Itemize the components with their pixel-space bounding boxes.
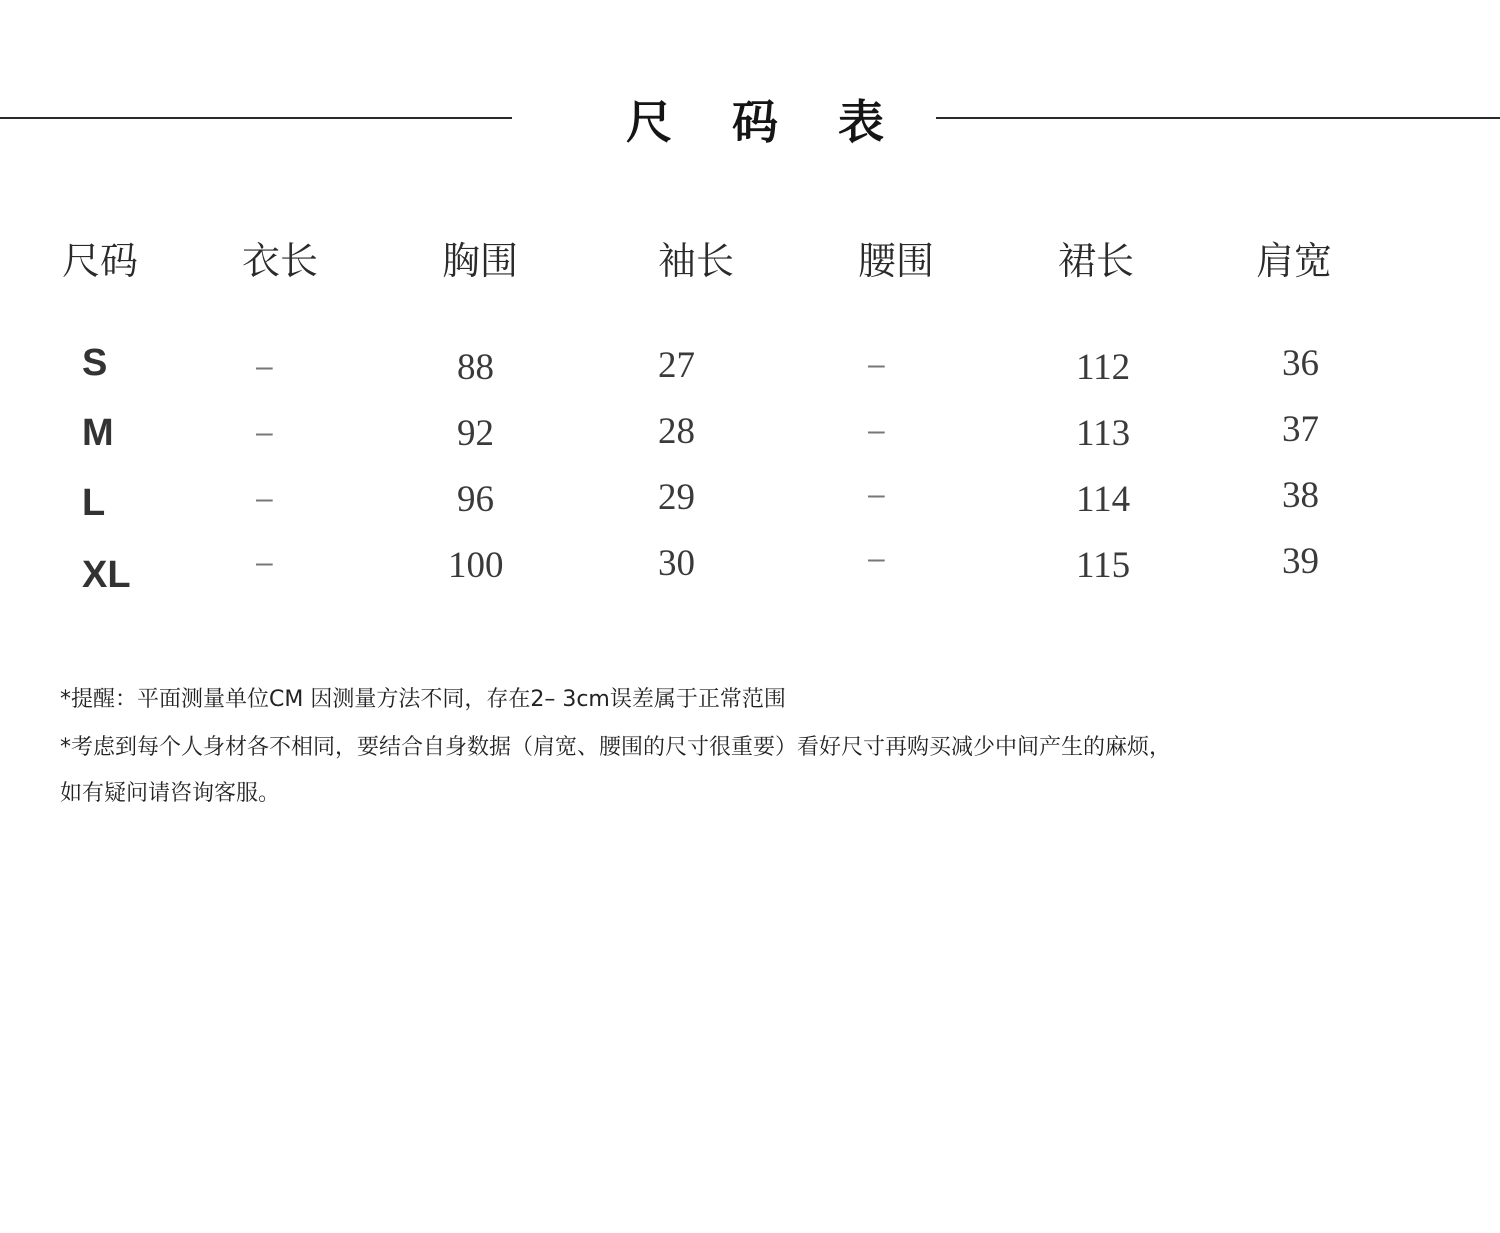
cell-l-bust: 96 [457,479,494,520]
note-check-size: *考虑到每个人身材各不相同，要结合自身数据（肩宽、腰围的尺寸很重要）看好尺寸再购买减少中间产生的麻烦， [60,735,1172,760]
header-waist: 腰围 [858,239,935,283]
header-bust: 胸围 [442,239,519,283]
cell-m-skirt: 113 [1076,413,1131,454]
cell-m-waist: – [868,414,885,447]
cell-m-length: – [256,416,273,449]
cell-xl-bust: 100 [448,545,504,586]
header-shoulder: 肩宽 [1256,239,1333,283]
size-label-l: L [82,482,106,524]
cell-m-shoulder: 37 [1282,409,1319,450]
cell-m-sleeve: 28 [658,411,695,452]
cell-xl-skirt: 115 [1076,545,1131,586]
cell-s-shoulder: 36 [1282,343,1319,384]
title-divider-left [0,117,512,119]
cell-s-skirt: 112 [1076,347,1131,388]
title-divider-right [936,117,1500,119]
size-label-m: M [82,412,114,454]
size-label-xl: XL [82,554,131,596]
header-sleeve: 袖长 [658,239,735,283]
note-contact-service: 如有疑问请咨询客服。 [60,781,281,806]
cell-xl-length: – [256,546,273,579]
cell-xl-sleeve: 30 [658,543,695,584]
header-length: 衣长 [242,239,319,283]
cell-l-shoulder: 38 [1282,475,1319,516]
cell-s-bust: 88 [457,347,494,388]
cell-xl-waist: – [868,542,885,575]
page-title: 尺 码 表 [626,95,907,149]
cell-s-sleeve: 27 [658,345,695,386]
cell-l-skirt: 114 [1076,479,1131,520]
cell-l-sleeve: 29 [658,477,695,518]
cell-m-bust: 92 [457,413,494,454]
cell-s-length: – [256,350,273,383]
cell-l-length: – [256,482,273,515]
note-measurement-tolerance: *提醒：平面测量单位CM 因测量方法不同，存在2– 3cm误差属于正常范围 [60,687,786,712]
header-skirt: 裙长 [1058,239,1135,283]
cell-s-waist: – [868,348,885,381]
cell-xl-shoulder: 39 [1282,541,1319,582]
header-size: 尺码 [62,239,139,283]
title-row [0,78,1500,158]
size-label-s: S [82,342,108,384]
cell-l-waist: – [868,478,885,511]
